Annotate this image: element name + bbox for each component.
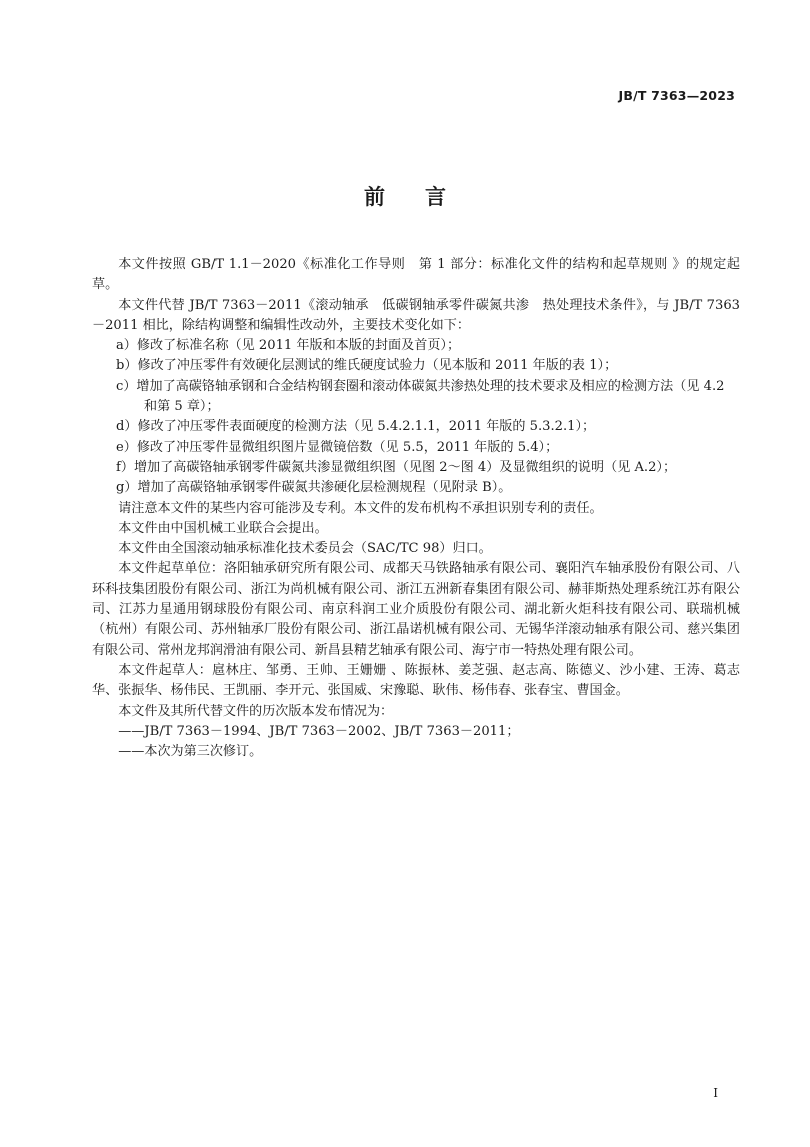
title-char-1: 前: [364, 185, 385, 209]
title-char-2: 言: [425, 185, 446, 209]
change-item-d: d）修改了冲压零件表面硬度的检测方法（见 5.4.2.1.1，2011 年版的 5.3.2.1）；: [116, 419, 596, 435]
page-title: [0, 181, 810, 211]
version-history-item-1: ——JB/T 7363－1994、JB/T 7363－2002、JB/T 7363－2011；: [118, 723, 520, 739]
paragraph-drafting-units: 本文件起草单位：洛阳轴承研究所有限公司、成都天马铁路轴承有限公司、襄阳汽车轴承股份有限公司、八环科技集团股份有限公司、浙江为尚机械有限公司、浙江五洲新春集团有限公司、赫菲斯热处理系统江苏有限公司、江苏力星通用钢球股份有限公司、南京科润工业介质股份有限公司、湖北新火炬科技有限公司、联瑞机械（杭州）有限公司、苏州轴承厂股份有限公司、浙江晶诺机械有限公司、无锡华洋滚动轴承有限公司、慈兴集团有限公司、常州龙邦润滑油有限公司、新昌县精艺轴承有限公司、海宁市一特热处理有限公司。: [92, 561, 740, 658]
paragraph-proposer: 本文件由中国机械工业联合会提出。: [118, 520, 328, 536]
version-history-item-2: ——本次为第三次修订。: [118, 744, 263, 760]
paragraph-committee: 本文件由全国滚动轴承标准化技术委员会（SAC/TC 98）归口。: [118, 541, 492, 557]
change-item-a: a）修改了标准名称（见 2011 年版和本版的封面及首页）；: [116, 338, 461, 354]
paragraph-drafting-rules: 本文件按照 GB/T 1.1－2020《标准化工作导则 第 1 部分：标准化文件的结构和起草规则 》的规定起草。: [92, 257, 740, 293]
change-item-g: g）增加了高碳铬轴承钢零件碳氮共渗硬化层检测规程（见附录 B）。: [116, 480, 512, 496]
change-item-c: c）增加了高碳铬轴承钢和合金结构钢套圈和滚动体碳氮共渗热处理的技术要求及相应的检测方法（见 4.2 和第 5 章）；: [116, 378, 725, 415]
change-item-e: e）修改了冲压零件显微组织图片显微镜倍数（见 5.5，2011 年版的 5.4）；: [116, 439, 559, 455]
paragraph-replacement: 本文件代替 JB/T 7363－2011《滚动轴承 低碳钢轴承零件碳氮共渗 热处理技术条件》，与 JB/T 7363－2011 相比，除结构调整和编辑性改动外，主要技术变化如下：: [92, 297, 740, 333]
paragraph-version-history: 本文件及其所代替文件的历次版本发布情况为：: [118, 703, 394, 719]
change-item-b: b）修改了冲压零件有效硬化层测试的维氏硬度试验力（见本版和 2011 年版的表 1）；: [116, 358, 618, 374]
paragraph-patent-notice: 请注意本文件的某些内容可能涉及专利。本文件的发布机构不承担识别专利的责任。: [118, 500, 603, 516]
paragraph-drafters: 本文件起草人：扈林庄、邹勇、王帅、王姗姗 、陈振林、姜芝强、赵志高、陈德义、沙小建、王涛、葛志华、张振华、杨伟民、王凯丽、李开元、张国威、宋豫聪、耿伟、杨伟春、张春宝、曹国金。: [92, 662, 740, 699]
foreword-body: [92, 255, 740, 762]
change-item-f: f）增加了高碳铬轴承钢零件碳氮共渗显微组织图（见图 2～图 4）及显微组织的说明（见 A.2）；: [116, 459, 677, 475]
document-code-header: JB/T 7363—2023: [618, 88, 735, 103]
page-number: I: [713, 1086, 718, 1100]
